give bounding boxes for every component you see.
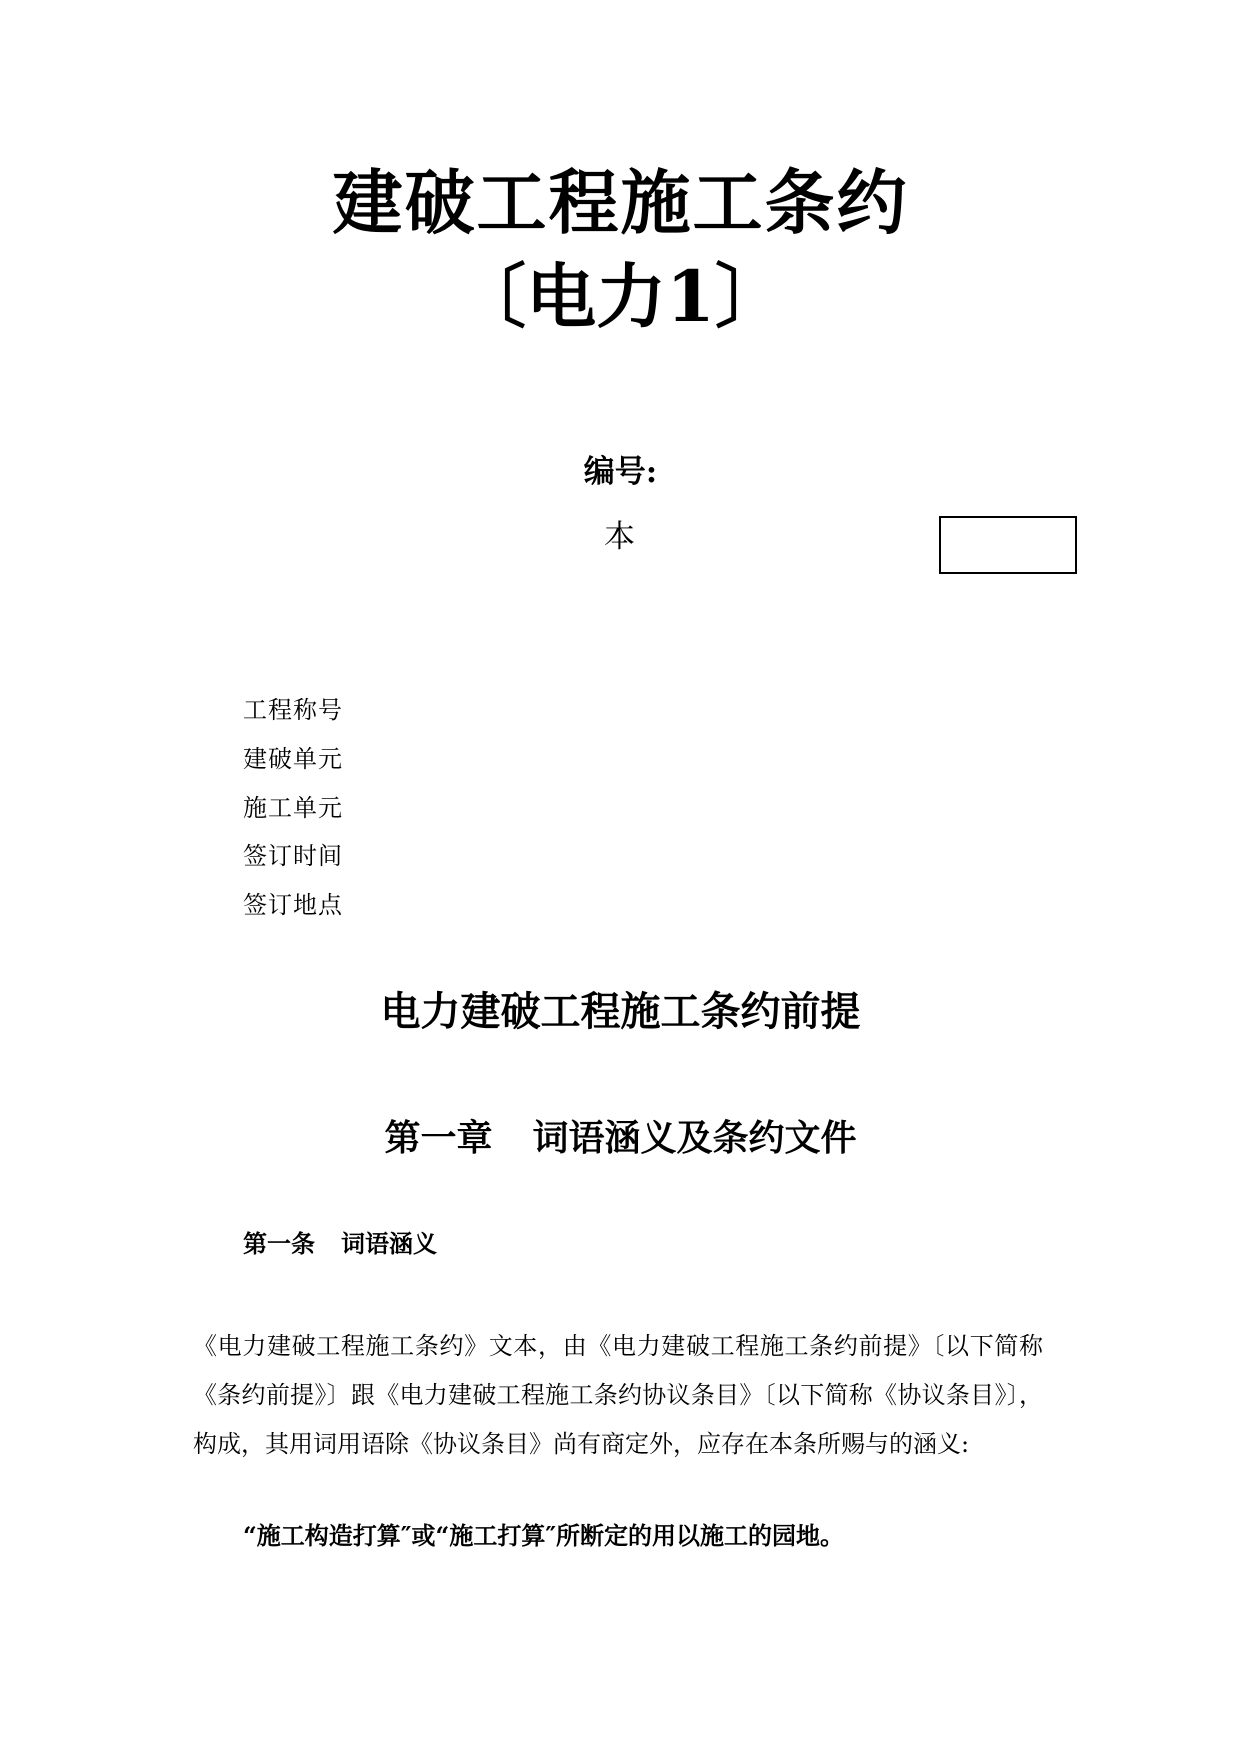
field-owner-unit: 建破单元: [243, 745, 343, 773]
body-paragraph: 《电力建破工程施工条约》文本，由《电力建破工程施工条约前提》〔以下简称《条约前提》〕跟《电力建破工程施工条约协议条目》〔以下简称《协议条目》〕，构成，其用词用语除《协议条目》尚有商定外，应存在本条所赐与的涵义:: [193, 1332, 1043, 1458]
copy-label: 本: [604, 519, 635, 555]
field-signing-place: 签订地点: [243, 891, 343, 919]
copy-number-box: [939, 516, 1077, 574]
field-signing-date: 签订时间: [243, 842, 343, 870]
chapter-title: 词语涵义及条约文件: [532, 1117, 857, 1159]
article-title: 词语涵义: [341, 1229, 437, 1258]
field-construction-unit: 施工单元: [243, 794, 343, 822]
document-title-line-2: 〔电力1〕: [456, 255, 785, 338]
definition-line: “施工构造打算″或“施工打算″所断定的用以施工的园地。: [243, 1521, 845, 1550]
document-title-line-1: 建破工程施工条约: [332, 161, 909, 244]
chapter-number: 第一章: [384, 1117, 493, 1159]
article-number: 第一条: [243, 1229, 315, 1258]
article-heading: [243, 1229, 437, 1258]
doc-number-label: 编号:: [583, 454, 658, 490]
chapter-heading: [0, 1117, 1241, 1159]
section-heading: 电力建破工程施工条约前提: [380, 988, 861, 1035]
field-project-name: 工程称号: [243, 696, 343, 724]
